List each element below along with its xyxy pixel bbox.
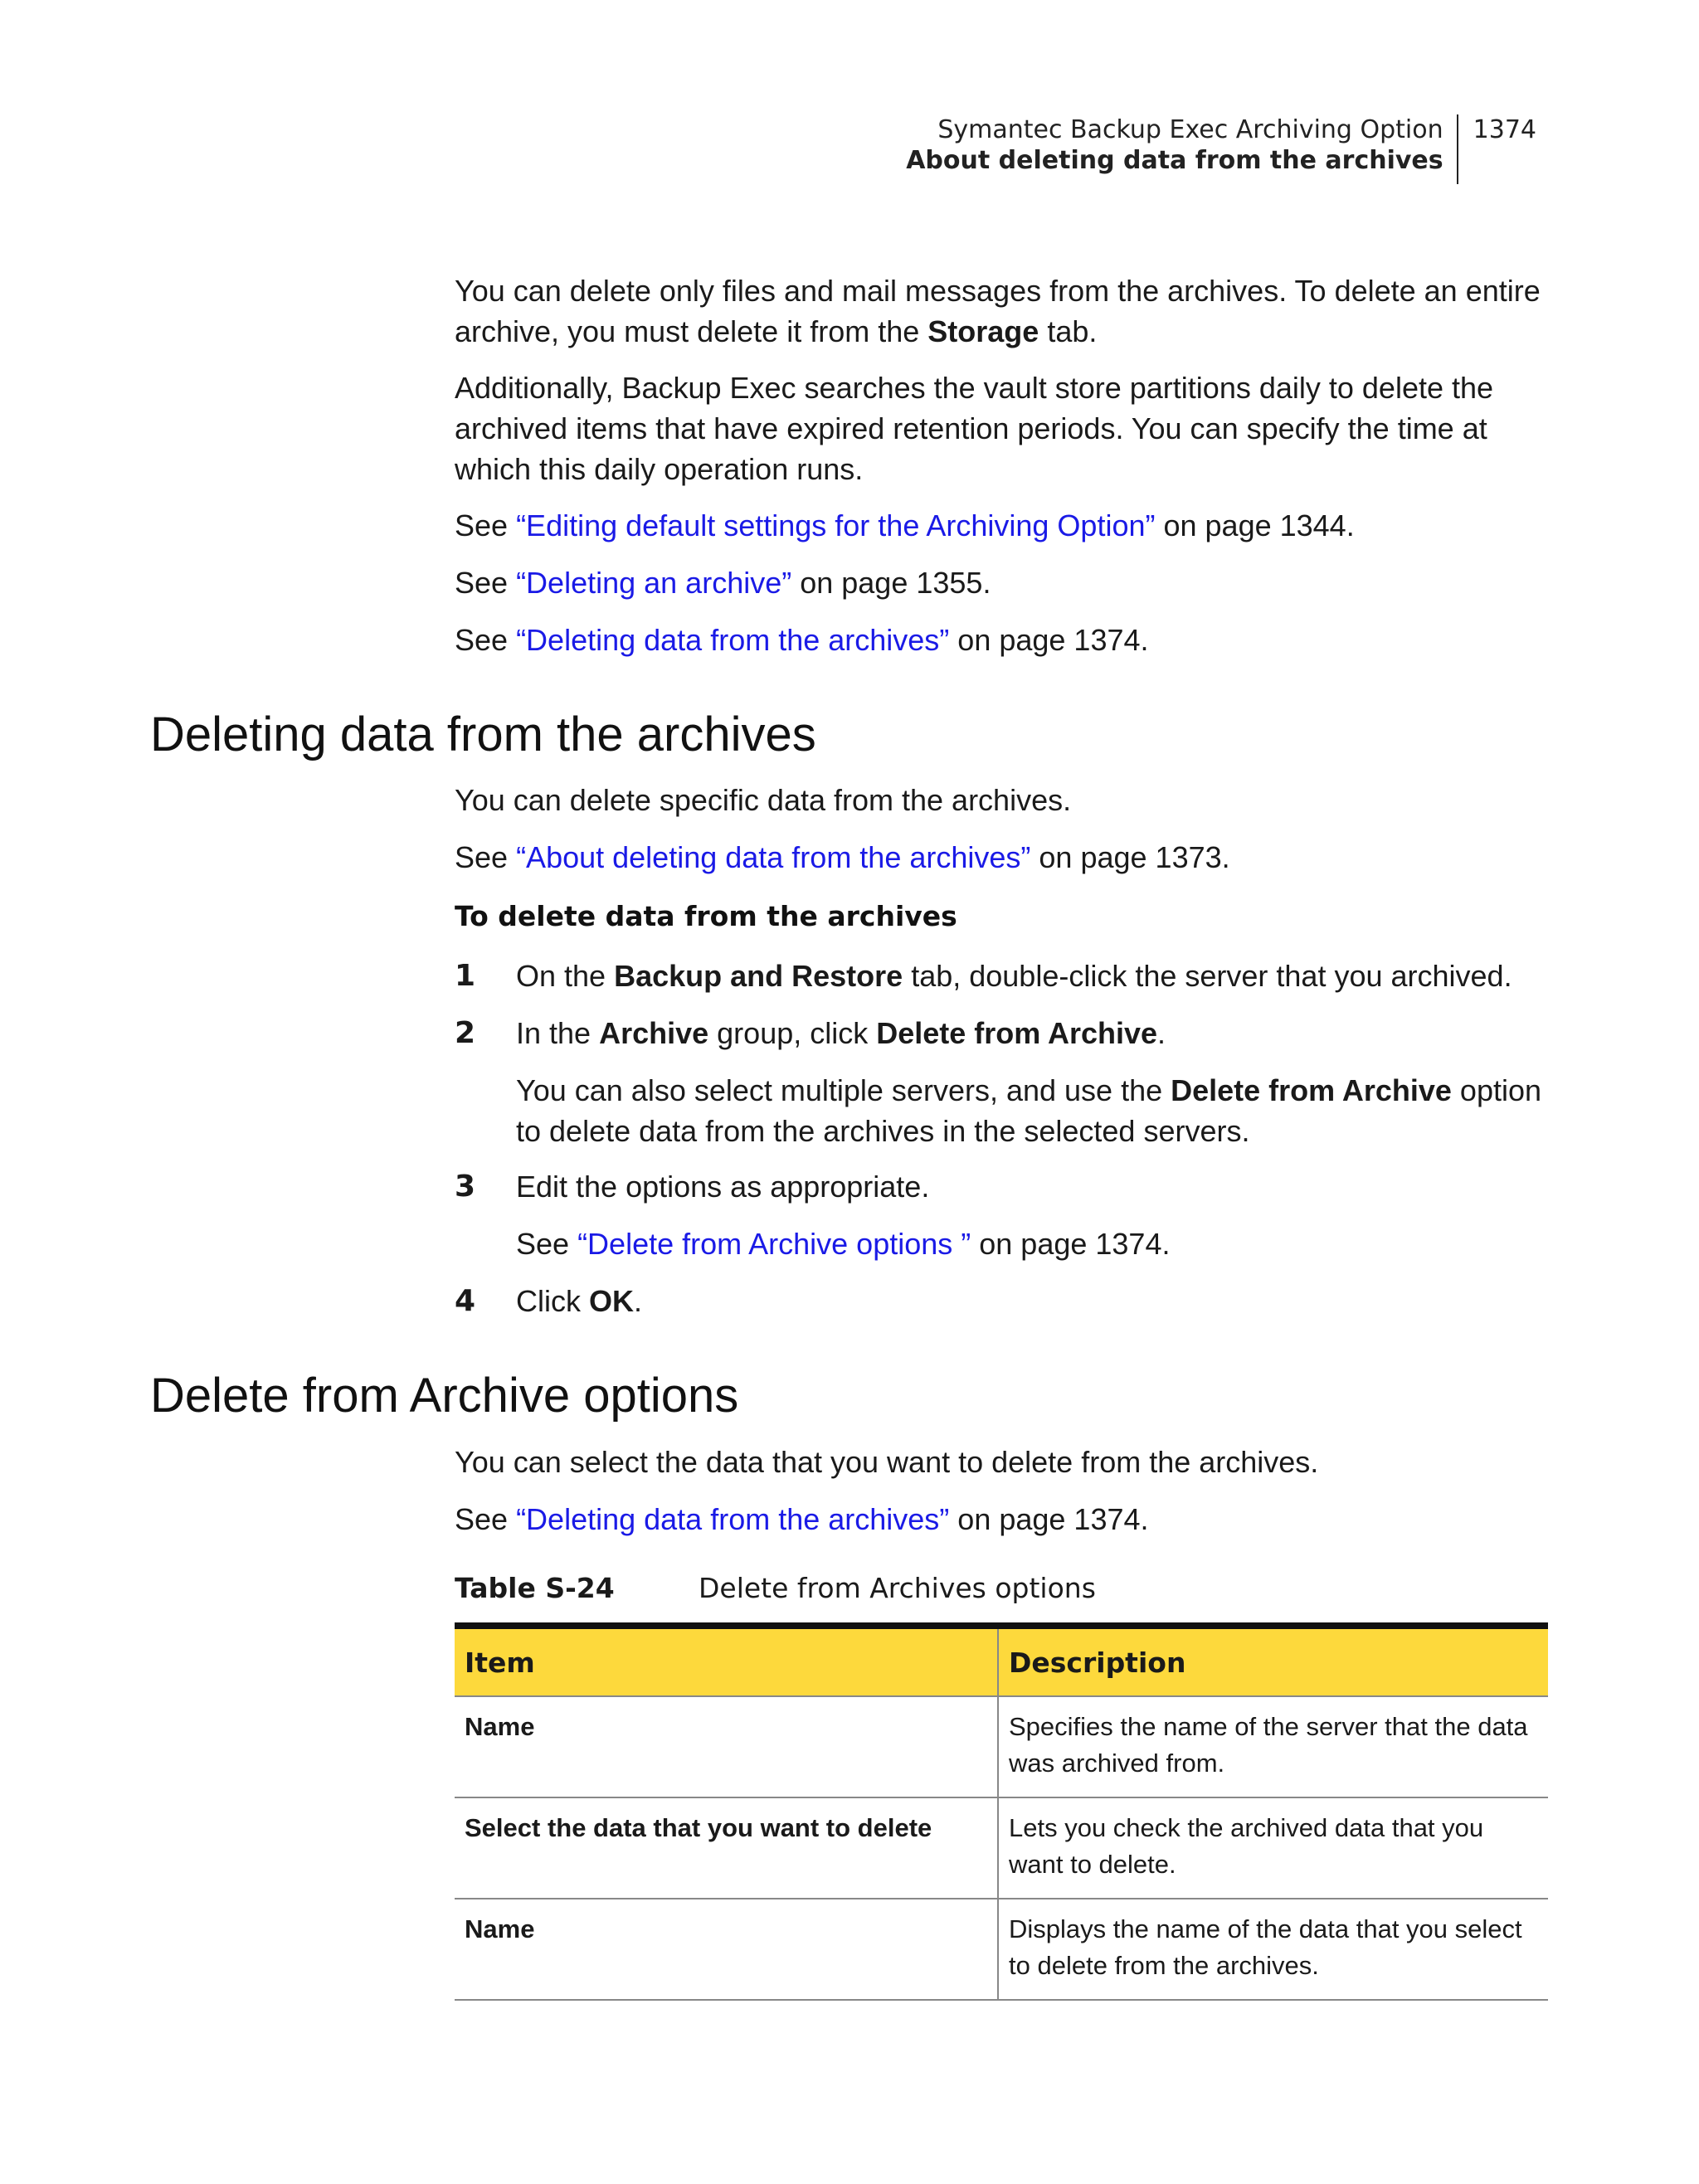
section-title: About deleting data from the archives	[906, 146, 1443, 175]
step-text	[516, 1281, 1550, 1321]
text: In the	[516, 1016, 600, 1050]
section-heading-delete-options: Delete from Archive options	[150, 1369, 739, 1423]
intro-paragraph-2: Additionally, Backup Exec searches the vault store partitions daily to delete the archived items that have expired retention periods. You can specify the time at which this daily operation runs.	[455, 371, 1494, 486]
intro-p1-text: You can delete only files and mail messages from the archives. To delete an entire archive, you must delete it from the	[455, 274, 1541, 348]
tab-term: Backup and Restore	[614, 959, 903, 993]
section-heading-deleting-data: Deleting data from the archives	[150, 708, 816, 761]
doc-title: Symantec Backup Exec Archiving Option	[937, 115, 1443, 144]
text: Click	[516, 1284, 589, 1318]
step-see-text	[516, 1223, 1550, 1264]
table-row	[455, 1696, 1548, 1797]
step-number: 3	[455, 1170, 476, 1204]
link-about-deleting[interactable]: “About deleting data from the archives”	[516, 840, 1031, 874]
ref-page: on page 1374.	[949, 1502, 1149, 1536]
step-text	[516, 1013, 1550, 1053]
see-label: See	[455, 1502, 517, 1536]
see-also-1	[455, 505, 1550, 546]
table-row	[455, 1899, 1548, 2000]
section1-see-also	[455, 837, 1550, 878]
see-also-2	[455, 562, 1550, 603]
text: option to delete data from the archives in the selected servers.	[516, 1073, 1542, 1148]
text: .	[634, 1284, 643, 1318]
storage-term: Storage	[927, 314, 1039, 348]
intro-paragraph-1	[455, 270, 1550, 352]
section1-intro: You can delete specific data from the archives.	[455, 783, 1072, 817]
link-deleting-archive[interactable]: “Deleting an archive”	[516, 566, 792, 600]
procedure-title: To delete data from the archives	[455, 900, 957, 932]
ref-page: on page 1374.	[971, 1227, 1171, 1261]
text: On the	[516, 959, 615, 993]
intro-p1-end: tab.	[1039, 314, 1098, 348]
row-description: Specifies the name of the server that the data was archived from.	[998, 1696, 1548, 1797]
ref-page: on page 1374.	[949, 623, 1149, 657]
table-label: Table S-24	[455, 1572, 615, 1604]
step-text: Edit the options as appropriate.	[516, 1170, 930, 1204]
table-caption	[455, 1570, 1550, 1607]
page-number: 1374	[1473, 115, 1536, 144]
see-label: See	[455, 840, 517, 874]
see-label: See	[455, 566, 517, 600]
header-titles	[906, 114, 1458, 184]
link-editing-defaults[interactable]: “Editing default settings for the Archiving Option”	[516, 508, 1156, 542]
command-term: Delete from Archive	[1171, 1073, 1452, 1107]
ref-page: on page 1373.	[1030, 840, 1230, 874]
link-deleting-data[interactable]: “Deleting data from the archives”	[516, 623, 950, 657]
row-description: Displays the name of the data that you select to delete from the archives.	[998, 1899, 1548, 2000]
see-also-3	[455, 620, 1550, 660]
table-header-row	[455, 1626, 1548, 1696]
table-title: Delete from Archives options	[699, 1572, 1096, 1604]
link-deleting-data[interactable]: “Deleting data from the archives”	[516, 1502, 950, 1536]
row-item: Select the data that you want to delete	[455, 1797, 998, 1899]
step-number: 4	[455, 1284, 476, 1318]
column-header-description: Description	[998, 1626, 1548, 1696]
see-label: See	[455, 508, 517, 542]
row-item: Name	[455, 1899, 998, 2000]
step-number: 1	[455, 959, 476, 993]
command-term: Delete from Archive	[876, 1016, 1158, 1050]
group-term: Archive	[599, 1016, 709, 1050]
ref-page: on page 1344.	[1155, 508, 1355, 542]
ok-term: OK	[589, 1284, 634, 1318]
see-label: See	[455, 623, 517, 657]
column-header-item: Item	[455, 1626, 998, 1696]
text: group, click	[708, 1016, 877, 1050]
step-text	[516, 956, 1550, 996]
see-label: See	[516, 1227, 578, 1261]
text: tab, double-click the server that you archived.	[903, 959, 1512, 993]
row-description: Lets you check the archived data that you want to delete.	[998, 1797, 1548, 1899]
step-number: 2	[455, 1016, 476, 1050]
running-header	[906, 114, 1536, 184]
text: You can also select multiple servers, and use the	[516, 1073, 1171, 1107]
section2-see-also	[455, 1499, 1550, 1540]
text: .	[1157, 1016, 1166, 1050]
row-item: Name	[455, 1696, 998, 1797]
section2-intro: You can select the data that you want to delete from the archives.	[455, 1445, 1319, 1479]
ref-page: on page 1355.	[791, 566, 991, 600]
table-row	[455, 1797, 1548, 1899]
options-table	[455, 1622, 1548, 2001]
step-note-text	[516, 1070, 1550, 1151]
link-delete-options[interactable]: “Delete from Archive options ”	[577, 1227, 971, 1261]
